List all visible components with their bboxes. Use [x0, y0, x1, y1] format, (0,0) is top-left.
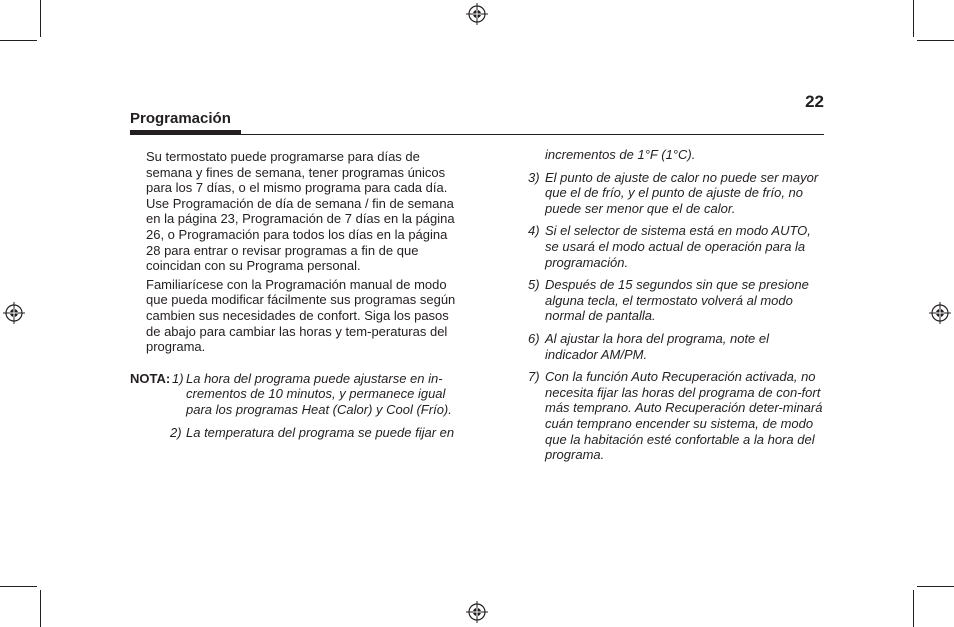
- header-rule: [130, 134, 824, 135]
- note-item-text: Con la función Auto Recuperación activada, no necesita fijar las horas del programa de con-fort más temprano. Auto Recuperación deter-minará cuán temprano encender su sistema, de modo que la habitación esté confortable a la hora del programa.: [545, 369, 823, 463]
- note-item-number: 5): [528, 277, 540, 293]
- registration-mark-icon: [466, 3, 488, 25]
- note-item: [130, 425, 465, 441]
- crop-mark: [40, 0, 41, 37]
- note-item-text: Después de 15 segundos sin que se presione alguna tecla, el termostato volverá al modo normal de pantalla.: [545, 277, 809, 324]
- note-item-text: La hora del programa puede ajustarse en in-crementos de 10 minutos, y permanece igual para los programas Heat (Calor) y Cool (Frío).: [186, 370, 452, 417]
- right-column: [528, 147, 824, 470]
- note-item: [528, 369, 824, 463]
- registration-mark-icon: [929, 302, 951, 324]
- crop-mark: [0, 586, 37, 587]
- crop-mark: [913, 0, 914, 37]
- note-item: [528, 223, 824, 270]
- bullet-item: [130, 149, 465, 274]
- note-item-text: Si el selector de sistema está en modo AUTO, se usará el modo actual de operación para la programación.: [545, 223, 811, 270]
- note-item-number: 7): [528, 369, 540, 385]
- bullet-item: [130, 277, 465, 355]
- crop-mark: [0, 40, 37, 41]
- registration-mark-icon: [466, 601, 488, 623]
- crop-mark: [917, 586, 954, 587]
- note-continuation: incrementos de 1°F (1°C).: [545, 147, 696, 162]
- note-item-number: 3): [528, 169, 540, 185]
- bullet-text: Su termostato puede programarse para días de semana y fines de semana, tener programas únicos para los 7 días, o el mismo programa para cada día. Use Programación de día de semana / fin de semana en la página 23, Programación de 7 días en la página 26, o Programación para todos los días en la página 28 para entrar o revisar programas a fin de que coincidan con su Programa personal.: [146, 149, 455, 274]
- registration-mark-icon: [3, 302, 25, 324]
- note-item: [528, 277, 824, 324]
- note-block: [130, 371, 465, 418]
- left-column: [130, 149, 465, 440]
- note-label: NOTA:: [130, 370, 171, 386]
- note-item-text: La temperatura del programa se puede fijar en: [186, 424, 455, 440]
- crop-mark: [40, 590, 41, 627]
- note-item-text: El punto de ajuste de calor no puede ser mayor que el de frío, y el punto de ajuste de frío, no puede ser menor que el de calor.: [545, 169, 819, 216]
- page-number: 22: [805, 92, 824, 111]
- note-item-number: 1): [172, 370, 184, 386]
- note-item: [528, 331, 824, 362]
- crop-mark: [913, 590, 914, 627]
- note-item-number: 2): [170, 424, 182, 440]
- note-item: [528, 170, 824, 217]
- crop-mark: [917, 40, 954, 41]
- note-item-number: 4): [528, 223, 540, 239]
- bullet-text: Familiarícese con la Programación manual de modo que pueda modificar fácilmente sus programas según cambien sus necesidades de confort. Siga los pasos de abajo para cambiar las horas y tem-peraturas del programa.: [146, 276, 456, 355]
- section-title: Programación: [130, 110, 231, 127]
- note-item-text: Al ajustar la hora del programa, note el indicador AM/PM.: [545, 330, 770, 362]
- note-item-number: 6): [528, 330, 540, 346]
